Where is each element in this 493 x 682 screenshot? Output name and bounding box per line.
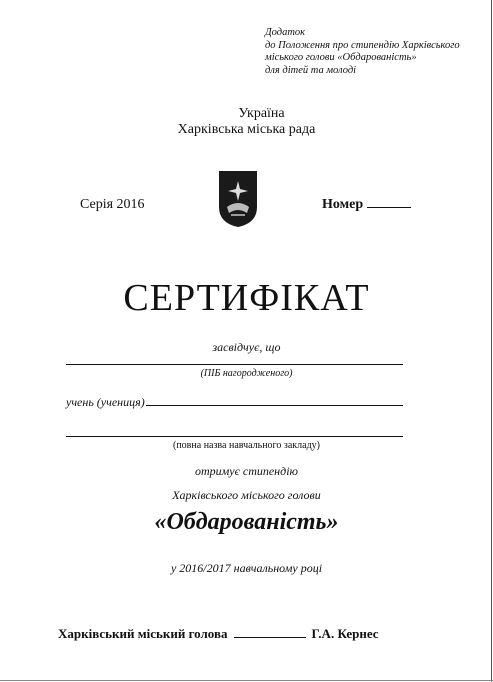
signature-block [58,626,379,642]
number-field [322,197,411,213]
appendix-line: для дітей та молоді [265,64,357,76]
appendix-line: міського голови «Обдарованість» [265,52,417,63]
number-blank-line [367,207,411,208]
appendix-note [265,27,460,77]
signature-name: Г.А. Кернес [311,626,379,641]
number-label: Номер [322,197,364,212]
series-label: Серія 2016 [80,197,145,212]
name-caption: (ПІБ нагородженого) [200,368,293,379]
academic-year-text: у 2016/2017 навчальному році [170,561,323,575]
appendix-line: Додаток [265,27,306,38]
mayor-of-text: Харківського міського голови [172,488,321,502]
name-blank-line [66,364,403,365]
signature-line [234,637,306,638]
school-caption: (повна назва навчального закладу) [173,440,320,451]
certificate-title: СЕРТИФІКАТ [123,277,370,319]
country-heading: Україна [238,106,285,121]
student-label: учень (учениця) [66,395,145,409]
page-edge-bottom [0,680,493,681]
receives-text: отримує стипендію [194,464,299,478]
appendix-line: до Положення про стипендію Харківського [265,39,460,51]
student-blank-line [146,405,403,406]
council-heading: Харківська міська рада [177,122,316,137]
kharkiv-coat-of-arms-icon [217,169,259,229]
signature-position: Харківський міський голова [58,626,228,641]
certifies-text: засвідчує, що [212,340,281,354]
school-blank-line [66,436,403,437]
award-title: «Обдарованість» [154,509,339,535]
